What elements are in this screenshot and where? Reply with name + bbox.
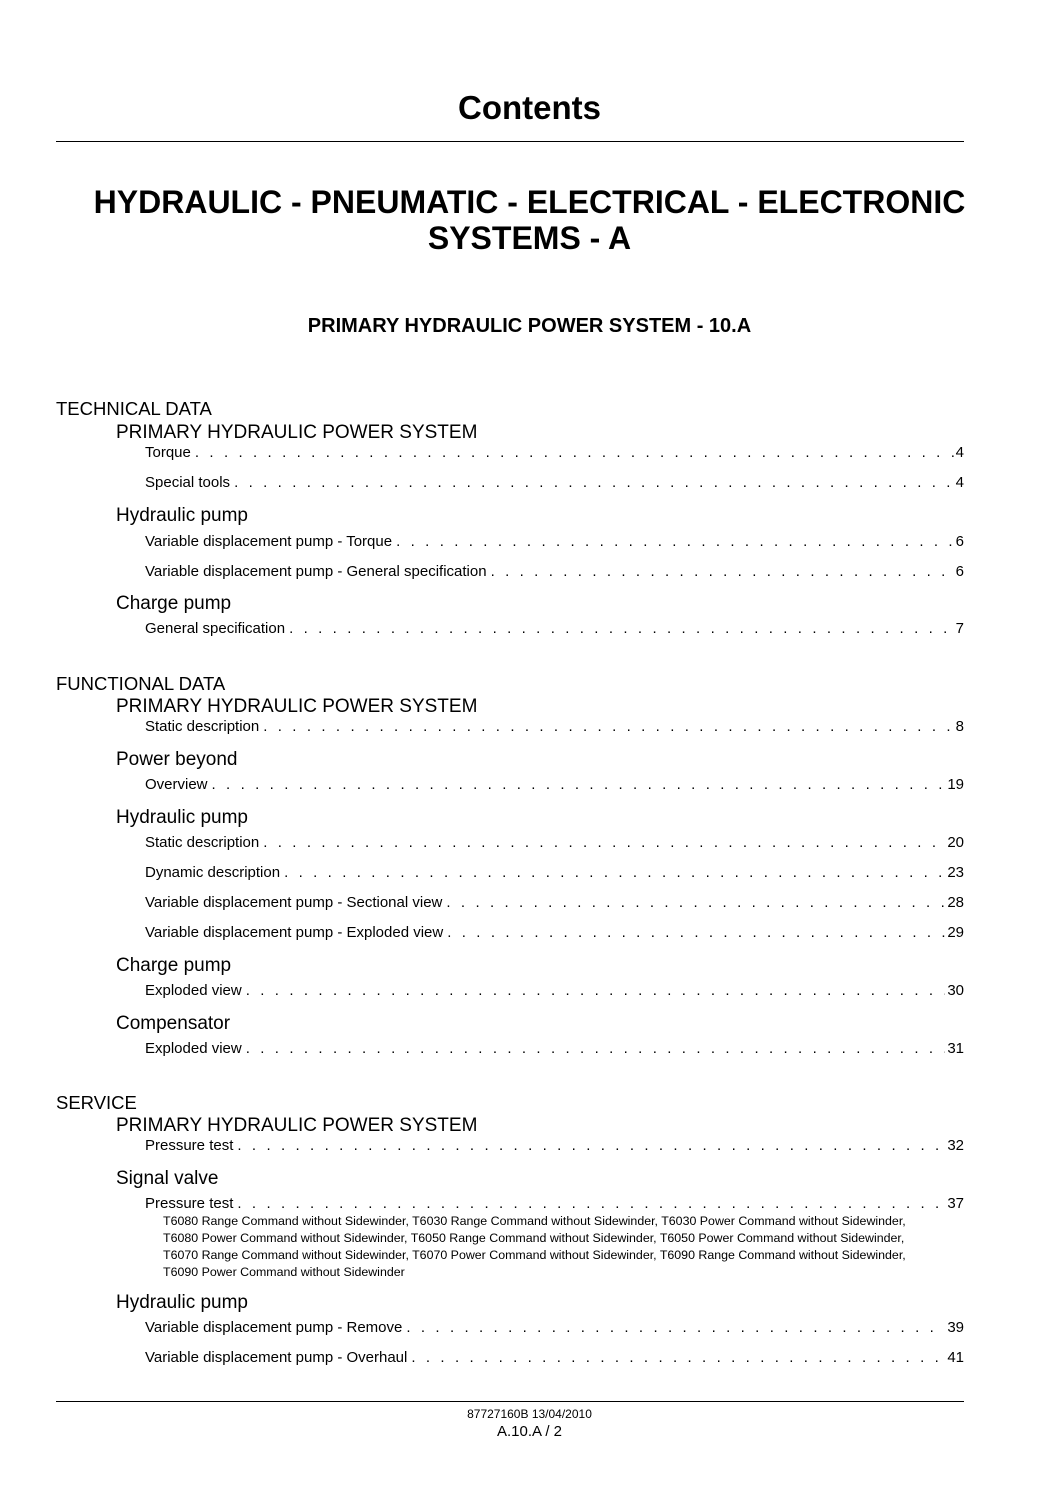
entry-label: Variable displacement pump - Sectional view (145, 894, 443, 911)
page-number: A.10.A / 2 (496, 1423, 563, 1440)
entry-label: General specification (145, 620, 286, 637)
toc-entry[interactable] (145, 776, 964, 794)
toc-subsection (116, 1168, 964, 1281)
section-title: PRIMARY HYDRAULIC POWER SYSTEM - 10.A (307, 315, 752, 337)
entry-page: 7 (955, 620, 964, 637)
entry-page: 4 (955, 444, 964, 461)
toc-entry[interactable] (145, 533, 964, 551)
subsection-title: Hydraulic pump (116, 505, 248, 526)
applicability-note: T6080 Range Command without Sidewinder, T6030 Range Command without Sidewinder, T6030 Power Command without Sidewinder, T6080 Power Command without Sidewinder, T6050 Range Command without Sidewinder, T6050 Power Command without Sidewinder, T6070 Range Command without Sidewinder, T6070 Power Command without Sidewinder, T6090 Range Command without Sidewinder, T6090 Power Command without Sidewinder (163, 1214, 906, 1279)
entry-label: Exploded view (145, 1040, 242, 1057)
entry-label: Exploded view (145, 982, 242, 999)
toc-entry[interactable] (145, 924, 964, 942)
toc-entry[interactable] (145, 620, 964, 638)
group-title: SERVICE (56, 1092, 137, 1113)
entry-page: 23 (947, 864, 964, 881)
toc-entry[interactable] (145, 1195, 964, 1213)
dot-leader (406, 1319, 945, 1337)
subsection-title: Charge pump (116, 955, 232, 976)
toc-subsection (116, 1115, 964, 1155)
toc-group-technical-data (56, 399, 964, 638)
group-title: TECHNICAL DATA (56, 398, 212, 419)
page-title: Contents (458, 89, 601, 126)
entry-label: Dynamic description (145, 864, 281, 881)
entry-page: 19 (947, 776, 964, 793)
toc-subsection (116, 593, 964, 638)
entry-page: 4 (955, 474, 964, 491)
entry-label: Variable displacement pump - Remove (145, 1319, 403, 1336)
entry-label: Static description (145, 834, 260, 851)
subsection-title: PRIMARY HYDRAULIC POWER SYSTEM (116, 422, 478, 443)
dot-leader (263, 834, 945, 852)
entry-page: 37 (947, 1195, 964, 1212)
subsection-title: Hydraulic pump (116, 1292, 248, 1313)
toc-entry[interactable] (145, 1137, 964, 1155)
dot-leader (195, 444, 954, 462)
subsection-title: Hydraulic pump (116, 807, 248, 828)
toc-subsection (116, 749, 964, 794)
entry-page: 6 (955, 563, 964, 580)
entry-label: Variable displacement pump - Overhaul (145, 1349, 408, 1366)
toc-subsection (116, 505, 964, 581)
toc-entry[interactable] (145, 894, 964, 912)
entry-label: Pressure test (145, 1137, 234, 1154)
toc-group-service (56, 1093, 964, 1367)
toc-group-functional-data (56, 674, 964, 1058)
dot-leader (237, 1137, 945, 1155)
subsection-title: PRIMARY HYDRAULIC POWER SYSTEM (116, 1115, 478, 1136)
header-rule (56, 141, 964, 142)
dot-leader (396, 533, 954, 551)
subsection-title: Signal valve (116, 1168, 219, 1189)
entry-label: Variable displacement pump - Exploded view (145, 924, 444, 941)
toc-entry[interactable] (145, 1349, 964, 1367)
dot-leader (446, 894, 945, 912)
entry-page: 30 (947, 982, 964, 999)
dot-leader (263, 718, 953, 736)
toc-entry[interactable] (145, 834, 964, 852)
entry-page: 29 (947, 924, 964, 941)
entry-label: Overview (145, 776, 208, 793)
document-code: 87727160B 13/04/2010 (467, 1407, 592, 1421)
toc-entry[interactable] (145, 474, 964, 492)
dot-leader (246, 982, 946, 1000)
dot-leader (447, 924, 945, 942)
toc-subsection (116, 1013, 964, 1058)
dot-leader (212, 776, 946, 794)
subsection-title: PRIMARY HYDRAULIC POWER SYSTEM (116, 696, 478, 717)
toc-subsection (116, 696, 964, 736)
entry-label: Variable displacement pump - General specification (145, 563, 487, 580)
dot-leader (411, 1349, 945, 1367)
dot-leader (234, 474, 954, 492)
entry-page: 8 (955, 718, 964, 735)
entry-label: Pressure test (145, 1195, 234, 1212)
dot-leader (289, 620, 954, 638)
toc-subsection (116, 422, 964, 492)
entry-page: 41 (947, 1349, 964, 1366)
entry-label: Variable displacement pump - Torque (145, 533, 393, 550)
entry-page: 28 (947, 894, 964, 911)
entry-label: Torque (145, 444, 191, 461)
dot-leader (246, 1040, 946, 1058)
entry-page: 20 (947, 834, 964, 851)
toc-subsection (116, 1292, 964, 1367)
subsection-title: Power beyond (116, 749, 238, 770)
subsection-title: Charge pump (116, 593, 232, 614)
toc-entry[interactable] (145, 864, 964, 882)
entry-page: 39 (947, 1319, 964, 1336)
dot-leader (237, 1195, 945, 1213)
toc-subsection (116, 955, 964, 1000)
toc-entry[interactable] (145, 1040, 964, 1058)
entry-page: 32 (947, 1137, 964, 1154)
entry-label: Special tools (145, 474, 231, 491)
entry-page: 6 (955, 533, 964, 550)
toc-entry[interactable] (145, 1319, 964, 1337)
toc-entry[interactable] (145, 444, 964, 462)
toc-entry[interactable] (145, 718, 964, 736)
toc-entry[interactable] (145, 982, 964, 1000)
group-title: FUNCTIONAL DATA (56, 673, 226, 694)
entry-label: Static description (145, 718, 260, 735)
toc-subsection (116, 807, 964, 942)
dot-leader (284, 864, 945, 882)
chapter-title-line2: SYSTEMS - A (427, 220, 632, 256)
entry-page: 31 (947, 1040, 964, 1057)
subsection-title: Compensator (116, 1013, 231, 1034)
dot-leader (491, 563, 954, 581)
chapter-title (0, 184, 1059, 256)
footer-rule (56, 1401, 964, 1402)
chapter-title-line1: HYDRAULIC - PNEUMATIC - ELECTRICAL - ELECTRONIC (93, 184, 966, 220)
toc-entry[interactable] (145, 563, 964, 581)
